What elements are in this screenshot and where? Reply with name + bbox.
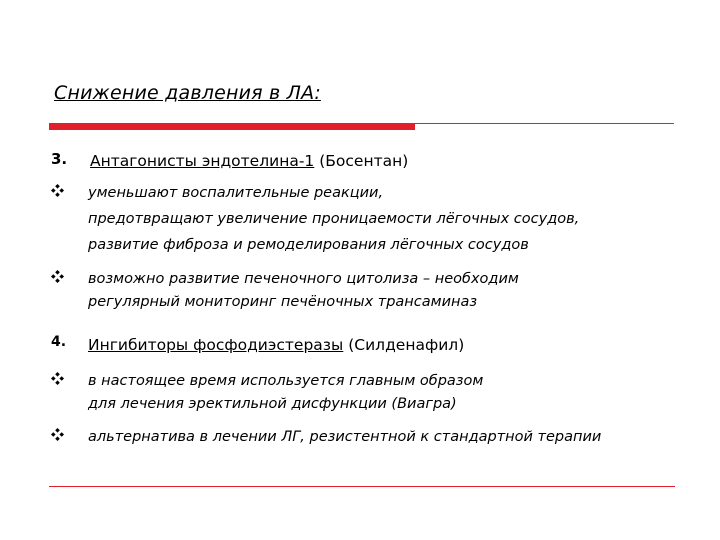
bullet-line: предотвращают увеличение проницаемости лёгочных сосудов, bbox=[88, 211, 580, 227]
bullet-line: альтернатива в лечении ЛГ, резистентной к стандартной терапии bbox=[88, 429, 602, 445]
bullet-line: для лечения эректильной дисфункции (Виагра) bbox=[88, 396, 457, 412]
title-rule-thick bbox=[49, 123, 415, 130]
bullet-line: развитие фиброза и ремоделирования лёгочных сосудов bbox=[88, 237, 529, 253]
bullet-line: регулярный мониторинг печёночных трансаминаз bbox=[88, 294, 478, 310]
section-heading-text bbox=[88, 334, 464, 356]
section-drug: (Босентан) bbox=[314, 152, 409, 170]
footer-rule bbox=[49, 486, 675, 487]
slide-title: Снижение давления в ЛА: bbox=[54, 82, 321, 104]
section-number: 4. bbox=[51, 334, 67, 350]
bullet-line: в настоящее время используется главным образом bbox=[88, 373, 484, 389]
section-drug: (Силденафил) bbox=[343, 336, 465, 354]
diamond-quad-icon bbox=[51, 270, 64, 283]
section-name: Антагонисты эндотелина-1 bbox=[90, 152, 315, 170]
diamond-quad-icon bbox=[51, 428, 64, 441]
section-heading-text bbox=[90, 150, 408, 172]
diamond-quad-icon bbox=[51, 184, 64, 197]
bullet-line: возможно развитие печеночного цитолиза – необходим bbox=[88, 271, 519, 287]
diamond-quad-icon bbox=[51, 372, 64, 385]
title-rule-thin bbox=[415, 123, 674, 124]
section-name: Ингибиторы фосфодиэстеразы bbox=[88, 336, 344, 354]
bullet-line: уменьшают воспалительные реакции, bbox=[88, 185, 384, 201]
section-number: 3. bbox=[51, 150, 68, 168]
